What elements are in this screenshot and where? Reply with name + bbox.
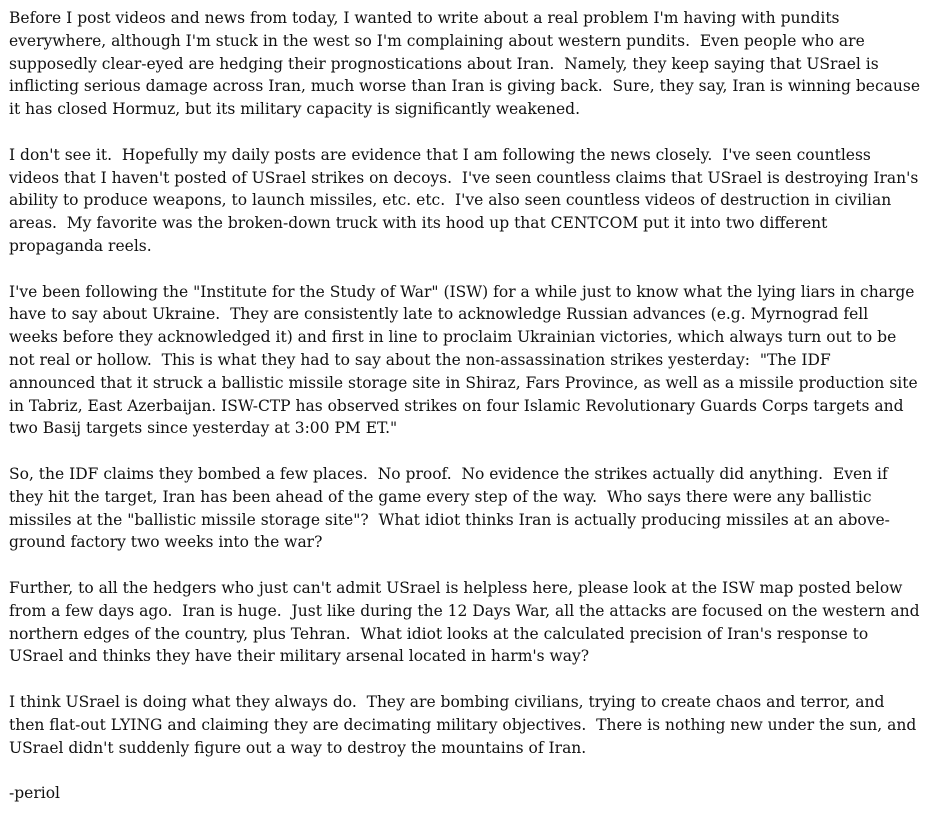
paragraph-decoys: I don't see it. Hopefully my daily posts are evidence that I am following the news closely. I've seen countless videos that I haven't posted of USrael strikes on decoys. I've seen countless claims that USrael is destroying Iran's ability to produce weapons, to launch missiles, etc. etc. I've also seen countless videos of destruction in civilian areas. My favorite was the broken-down truck with its hood up that CENTCOM put it into two different propaganda reels. (9, 145, 924, 255)
paragraph-idf-claims: So, the IDF claims they bombed a few places. No proof. No evidence the strikes actually did anything. Even if they hit the target, Iran has been ahead of the game every step of the way. Who says there were any ballistic missiles at the "ballistic missile storage site"? What idiot thinks Iran is actually producing missiles at an above-ground factory two weeks into the war? (9, 464, 893, 552)
paragraph-isw: I've been following the "Institute for the Study of War" (ISW) for a while just to know what the lying liars in charge have to say about Ukraine. They are consistently late to acknowledge Russian advances (e.g. Myrnograd fell weeks before they acknowledged it) and first in line to proclaim Ukrainian victories, which always turn out to be not real or hollow. This is what they had to say about the non-assassination strikes yesterday: "The IDF announced that it struck a ballistic missile storage site in Shiraz, Fars Province, as well as a missile production site in Tabriz, East Azerbaijan. ISW-CTP has observed strikes on four Islamic Revolutionary Guards Corps targets and two Basij targets since yesterday at 3:00 PM ET." (9, 282, 923, 438)
paragraph-pundits: Before I post videos and news from today, I wanted to write about a real problem I'm having with pundits everywhere, although I'm stuck in the west so I'm complaining about western pundits. Even people who are supposedly clear-eyed are hedging their prognostications about Iran. Namely, they keep saying that USrael is inflicting serious damage across Iran, much worse than Iran is giving back. Sure, they say, Iran is winning because it has closed Hormuz, but its military capacity is significantly weakened. (9, 9, 925, 119)
paragraph-conclusion: I think USrael is doing what they always do. They are bombing civilians, trying to create chaos and terror, and then flat-out LYING and claiming they are decimating military objectives. There is nothing new under the sun, and USrael didn't suddenly figure out a way to destroy the mountains of Iran. (9, 692, 922, 757)
paragraph-hedgers: Further, to all the hedgers who just can't admit USrael is helpless here, please look at the ISW map posted below from a few days ago. Iran is huge. Just like during the 12 Days War, all the attacks are focused on the western and northern edges of the country, plus Tehran. What idiot looks at the calculated precision of Iran's response to USrael and thinks they have their military arsenal located in harm's way? (9, 578, 925, 666)
signature: -periol (9, 784, 60, 803)
